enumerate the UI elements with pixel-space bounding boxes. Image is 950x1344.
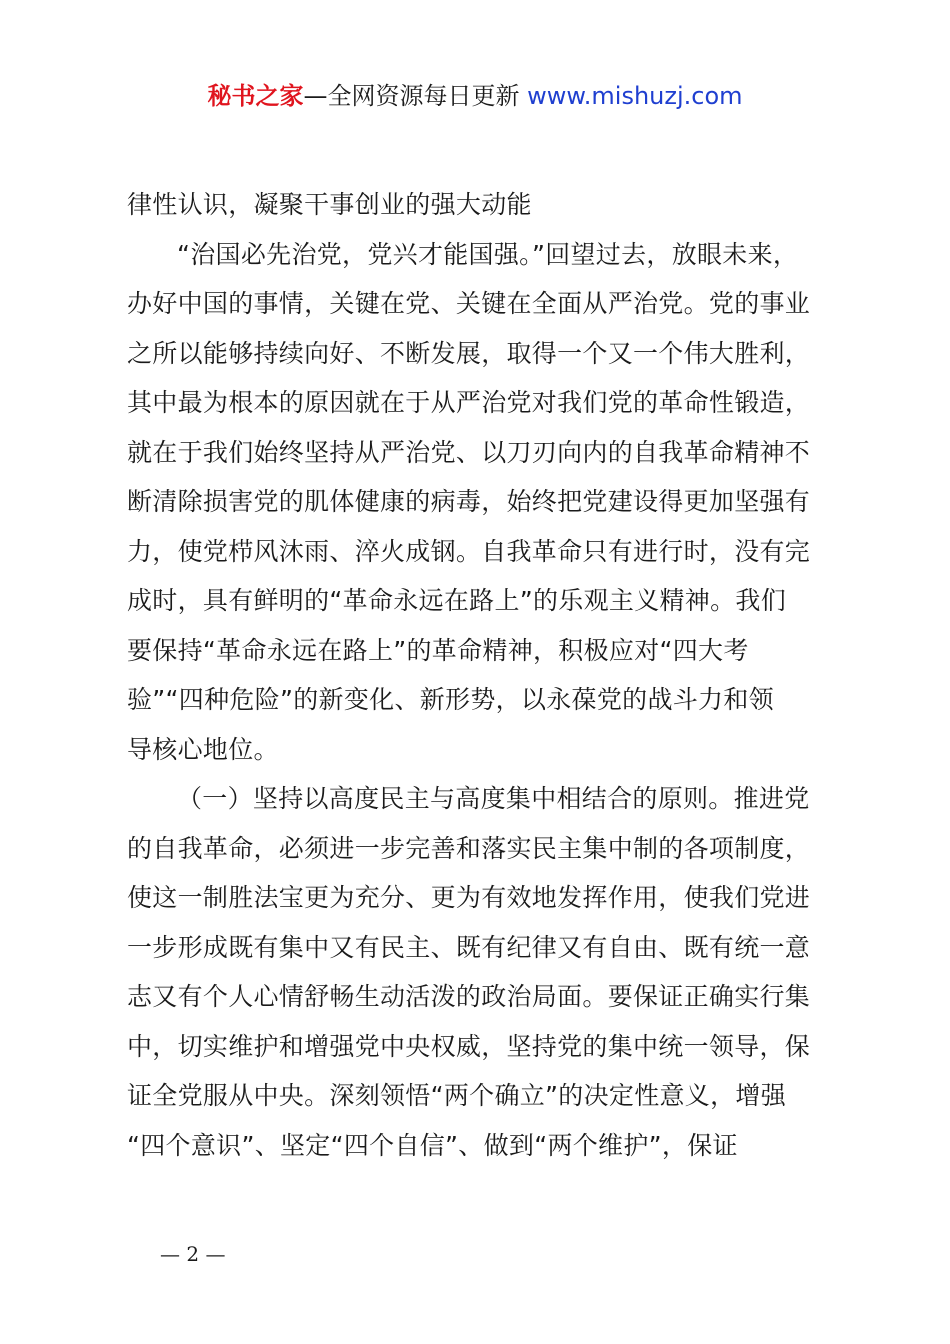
site-url-link[interactable]: www.mishuzj.com [527, 82, 743, 110]
text-line: 律性认识，凝聚干事创业的强大动能 [127, 190, 532, 219]
site-header [0, 80, 950, 112]
header-tagline: —全网资源每日更新 [303, 82, 520, 110]
text-line: 其中最为根本的原因就在于从严治党对我们党的革命性锻造， [127, 388, 811, 417]
text-line: 使这一制胜法宝更为充分、更为有效地发挥作用，使我们党进 [127, 883, 811, 912]
page-number: — 2 — [160, 1242, 226, 1266]
document-body [127, 180, 833, 1170]
brand-name: 秘书之家 [207, 82, 304, 110]
text-line: 导核心地位。 [127, 734, 279, 764]
text-line: 断清除损害党的肌体健康的病毒，始终把党建设得更加坚强有 [127, 487, 811, 516]
text-line: 成时，具有鲜明的“革命永远在路上”的乐观主义精神。我们 [127, 586, 787, 615]
text-line: 证全党服从中央。深刻领悟“两个确立”的决定性意义，增强 [127, 1081, 787, 1110]
text-line: “治国必先治党，党兴才能国强。”回望过去，放眼未来， [177, 239, 799, 269]
text-line: 中，切实维护和增强党中央权威，坚持党的集中统一领导，保 [127, 1031, 811, 1061]
text-line: 力，使党栉风沐雨、淬火成钢。自我革命只有进行时，没有完 [127, 536, 811, 566]
text-line: （一）坚持以高度民主与高度集中相结合的原则。推进党 [177, 784, 810, 813]
text-line: 志又有个人心情舒畅生动活泼的政治局面。要保证正确实行集 [127, 982, 811, 1011]
text-line: 验”“四种危险”的新变化、新形势，以永葆党的战斗力和领 [127, 685, 774, 714]
text-line: 要保持“革命永远在路上”的革命精神，积极应对“四大考 [127, 635, 749, 665]
text-line: 办好中国的事情，关键在党、关键在全面从严治党。党的事业 [127, 289, 811, 318]
text-line: 的自我革命，必须进一步完善和落实民主集中制的各项制度， [127, 833, 811, 863]
text-line: 一步形成既有集中又有民主、既有纪律又有自由、既有统一意 [127, 932, 811, 962]
text-line: 之所以能够持续向好、不断发展，取得一个又一个伟大胜利， [127, 338, 811, 368]
text-line: “四个意识”、坚定“四个自信”、做到“两个维护”，保证 [127, 1130, 738, 1160]
text-line: 就在于我们始终坚持从严治党、以刀刃向内的自我革命精神不 [127, 437, 811, 467]
